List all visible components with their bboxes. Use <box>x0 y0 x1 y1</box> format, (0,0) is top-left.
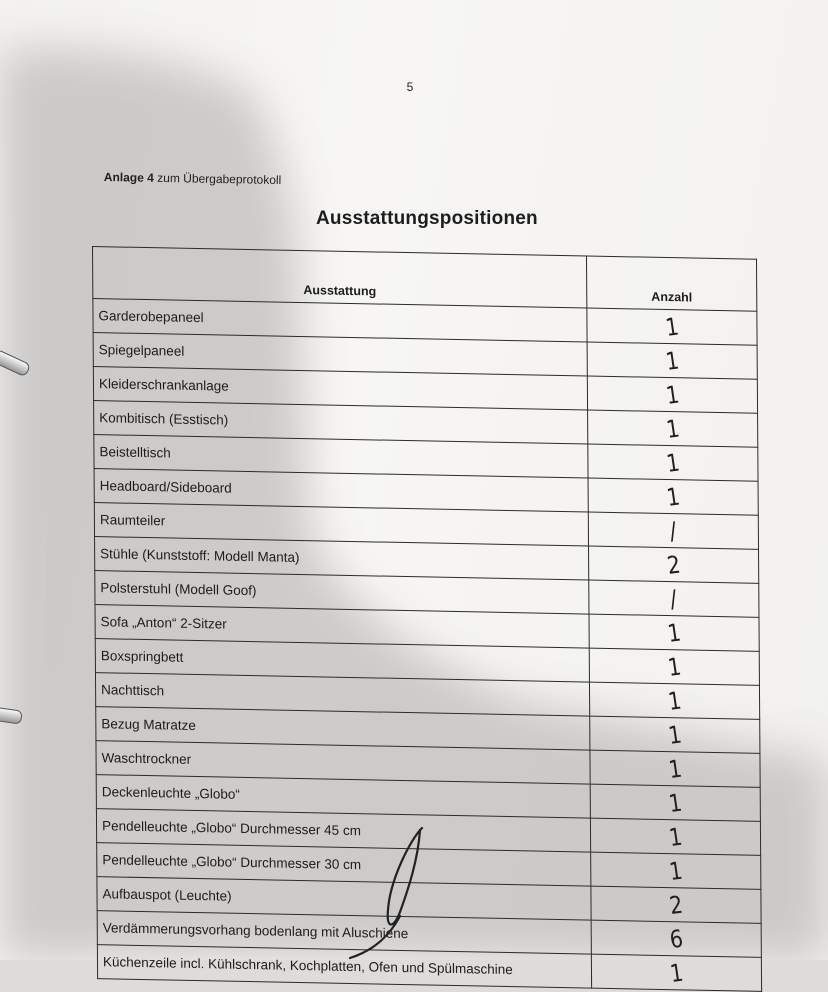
item-quantity <box>587 342 757 379</box>
handwritten-quantity: 1 <box>663 311 681 342</box>
item-name: Kombitisch (Esstisch) <box>94 401 588 444</box>
item-name: Pendelleuchte „Globo“ Durchmesser 45 cm <box>96 809 590 852</box>
handwritten-quantity: 2 <box>665 549 683 580</box>
handwritten-quantity: 1 <box>665 652 683 682</box>
item-quantity <box>589 580 759 617</box>
handwritten-quantity: 1 <box>666 686 684 716</box>
equipment-table <box>92 246 762 992</box>
item-quantity <box>587 376 757 413</box>
handwritten-quantity: 1 <box>667 822 685 852</box>
equipment-table-wrapper <box>92 246 761 992</box>
page-number: 5 <box>406 80 414 94</box>
item-quantity <box>588 512 758 549</box>
item-name: Waschtrockner <box>96 741 590 784</box>
item-quantity <box>589 546 759 583</box>
item-name: Beistelltisch <box>94 435 588 478</box>
item-quantity <box>589 682 759 719</box>
item-name: Polsterstuhl (Modell Goof) <box>95 571 589 614</box>
item-name: Headboard/Sideboard <box>94 469 588 512</box>
column-header-item: Ausstattung <box>93 247 587 308</box>
handwritten-quantity: 1 <box>666 754 684 784</box>
item-quantity <box>588 444 758 481</box>
handwritten-quantity: 2 <box>667 890 685 920</box>
handwritten-quantity: 1 <box>664 481 682 512</box>
item-name: Boxspringbett <box>95 639 589 682</box>
item-quantity <box>588 410 758 447</box>
annex-label-rest: zum Übergabeprotokoll <box>157 170 282 188</box>
item-name: Spiegelpaneel <box>93 333 587 376</box>
handwritten-quantity: / <box>667 516 679 545</box>
item-name: Bezug Matratze <box>96 707 590 750</box>
item-name: Verdämmerungsvorhang bodenlang mit Aluschiene <box>97 911 591 954</box>
item-name: Pendelleuchte „Globo“ Durchmesser 30 cm <box>97 843 591 886</box>
item-name: Deckenleuchte „Globo“ <box>96 775 590 818</box>
handwritten-quantity: 6 <box>667 924 685 954</box>
page-title: Ausstattungspositionen <box>316 208 538 229</box>
handwritten-quantity: 1 <box>664 413 682 444</box>
item-name: Stühle (Kunststoff: Modell Manta) <box>95 537 589 580</box>
handwritten-quantity: 1 <box>664 447 682 478</box>
item-quantity <box>590 750 760 787</box>
item-quantity <box>591 886 761 923</box>
item-quantity <box>591 920 761 957</box>
handwritten-quantity: 1 <box>666 720 684 750</box>
item-name: Sofa „Anton“ 2-Sitzer <box>95 605 589 648</box>
handwritten-quantity: 1 <box>667 856 685 886</box>
column-header-quantity: Anzahl <box>586 256 756 311</box>
item-quantity <box>590 716 760 753</box>
handwritten-quantity: 1 <box>668 958 685 988</box>
item-quantity <box>589 614 759 651</box>
handwritten-quantity: / <box>668 584 680 613</box>
item-name: Aufbauspot (Leuchte) <box>97 877 591 920</box>
item-name: Küchenzeile incl. Kühlschrank, Kochplatten, Ofen und Spülmaschine <box>97 945 591 988</box>
annex-label-bold: Anlage 4 <box>103 170 155 185</box>
item-quantity <box>590 784 760 821</box>
item-quantity <box>591 852 761 889</box>
handwritten-quantity: 1 <box>663 345 681 376</box>
handwritten-quantity: 1 <box>665 618 683 648</box>
item-name: Kleiderschrankanlage <box>93 367 587 410</box>
item-quantity <box>587 308 757 345</box>
item-name: Nachttisch <box>95 673 589 716</box>
item-name: Raumteiler <box>94 503 588 546</box>
item-quantity <box>590 818 760 855</box>
handwritten-quantity: 1 <box>666 788 684 818</box>
item-quantity <box>589 648 759 685</box>
item-quantity <box>588 478 758 515</box>
handwritten-quantity: 1 <box>663 379 681 410</box>
item-name: Garderobepaneel <box>93 299 587 342</box>
